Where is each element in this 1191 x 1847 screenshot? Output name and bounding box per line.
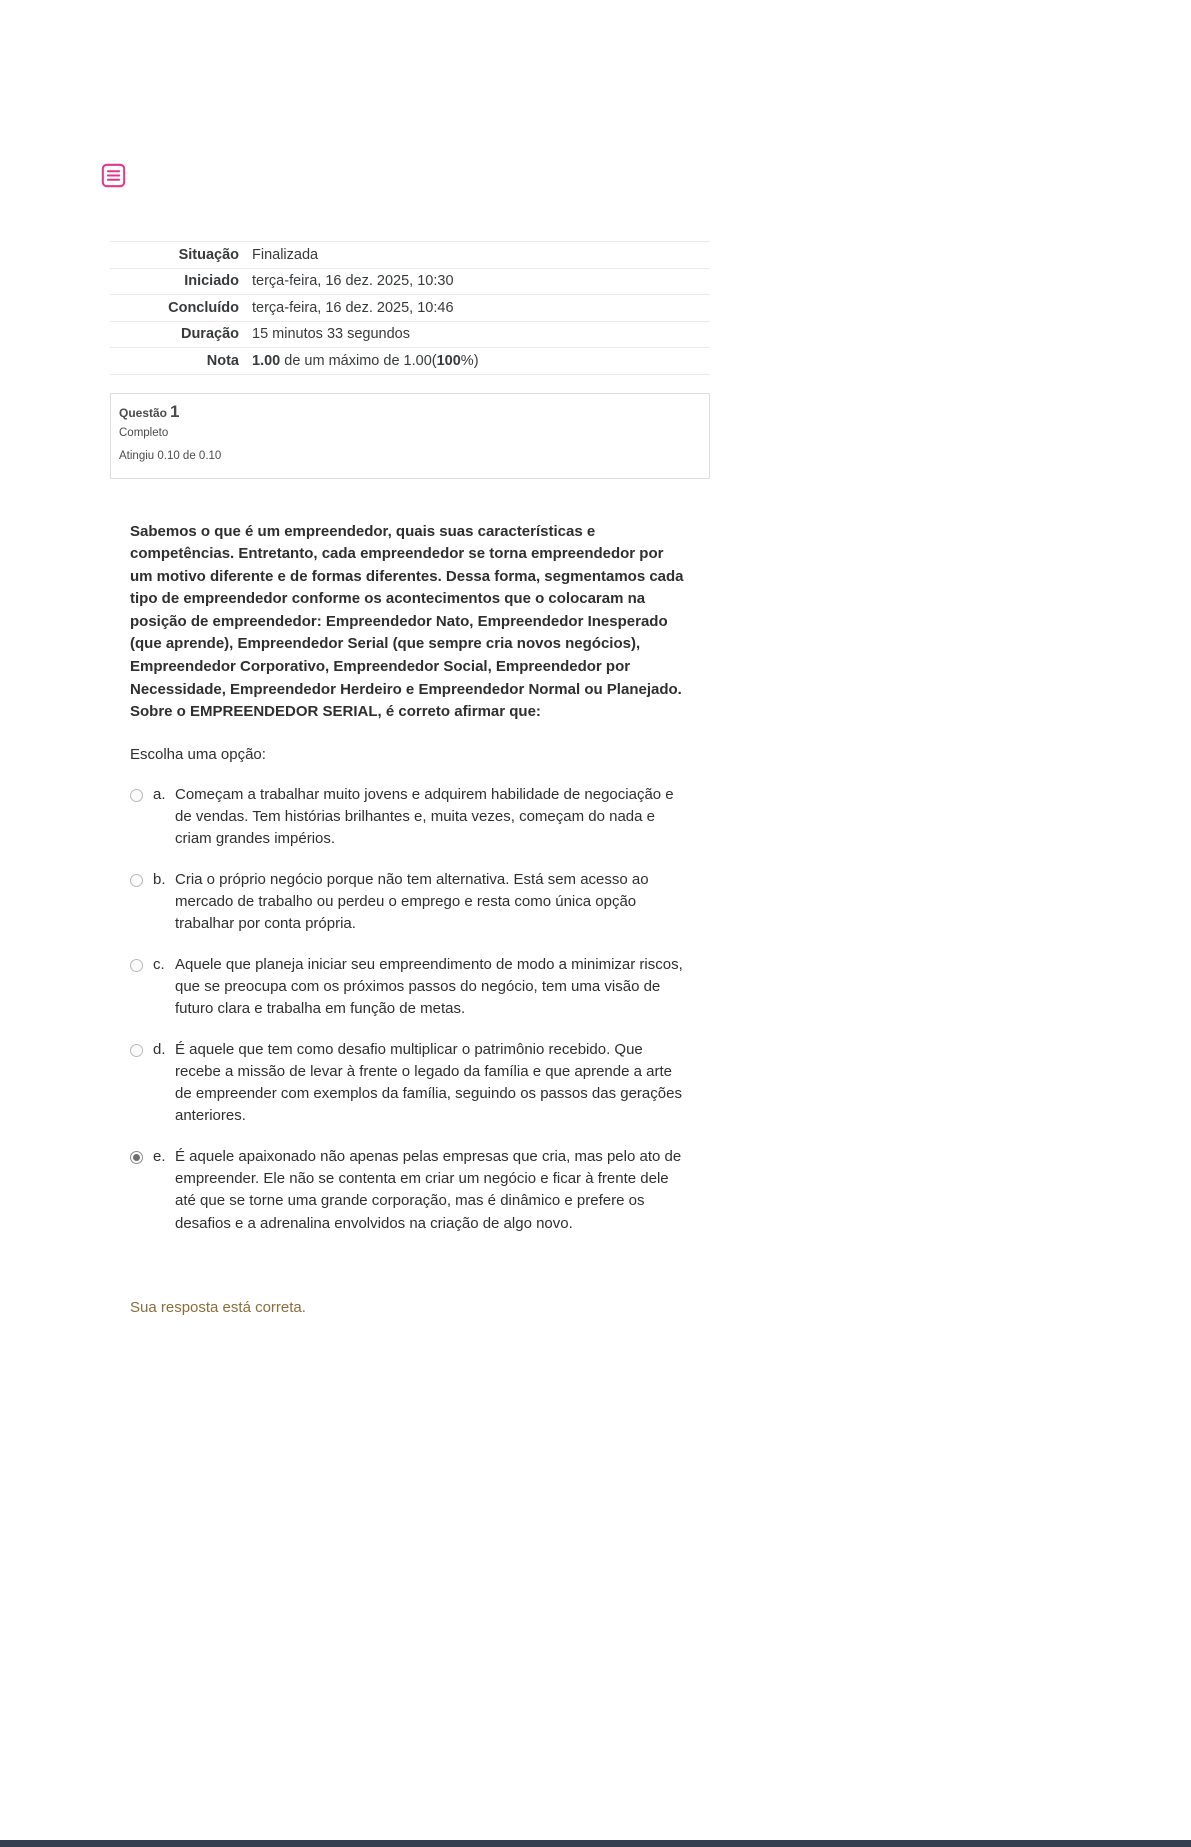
option-e[interactable] xyxy=(130,1146,690,1235)
page-footer xyxy=(0,1840,1191,1847)
attempt-summary-table xyxy=(110,241,710,375)
summary-label: Nota xyxy=(206,352,239,369)
grade-score: 1.00 xyxy=(252,352,281,369)
option-text: É aquele apaixonado não apenas pelas empresas que cria, mas pelo ato de empreender. Ele não se contenta em criar um negócio e ficar à frente dele até que se torne uma grande corporação, mas é dinâmico e prefere os desafios e a adrenalina envolvidos na criação de algo novo. xyxy=(175,1147,682,1232)
option-letter: b. xyxy=(153,870,166,888)
summary-label: Iniciado xyxy=(184,273,239,289)
summary-row-situacao xyxy=(110,241,710,268)
feedback-text: Sua resposta está correta. xyxy=(130,1298,306,1316)
option-c[interactable] xyxy=(130,954,690,1021)
option-a[interactable] xyxy=(130,784,690,851)
summary-row-duracao xyxy=(110,321,710,348)
summary-value: 1.00 de um máximo de 1.00(100%) xyxy=(252,352,479,369)
option-letter: e. xyxy=(153,1147,166,1165)
question-content xyxy=(130,521,690,1319)
summary-label: Duração xyxy=(180,326,239,342)
option-text: Aquele que planeja iniciar seu empreendimento de modo a minimizar riscos, que se preocupa com os próximos passos do negócio, tem uma visão de futuro clara e trabalha em função de metas. xyxy=(175,955,683,1018)
summary-row-iniciado xyxy=(110,268,710,295)
question-number: Questão 1 xyxy=(119,401,180,421)
summary-value: terça-feira, 16 dez. 2025, 10:46 xyxy=(252,299,454,316)
radio-option-b[interactable] xyxy=(130,874,143,887)
option-text: Cria o próprio negócio porque não tem alternativa. Está sem acesso ao mercado de trabalho ou perdeu o emprego e resta como única opção trabalhar por conta própria. xyxy=(175,870,649,933)
option-text: Começam a trabalhar muito jovens e adquirem habilidade de negociação e de vendas. Tem histórias brilhantes e, muita vezes, começam do nada e criam grandes impérios. xyxy=(175,785,674,848)
summary-value: Finalizada xyxy=(252,246,319,263)
option-letter: a. xyxy=(153,785,166,803)
radio-option-a[interactable] xyxy=(130,789,143,802)
grade-percent: 100 xyxy=(436,352,461,369)
summary-label: Situação xyxy=(178,246,239,263)
option-d[interactable] xyxy=(130,1039,690,1128)
radio-option-e[interactable] xyxy=(130,1151,143,1164)
summary-row-concluido xyxy=(110,294,710,321)
question-grade: Atingiu 0.10 de 0.10 xyxy=(119,449,222,462)
option-text: É aquele que tem como desafio multiplicar o patrimônio recebido. Que recebe a missão de levar à frente o legado da família e que aprende a arte de empreender com exemplos da família, seguindo os passos das gerações anteriores. xyxy=(175,1040,682,1125)
option-letter: d. xyxy=(153,1040,166,1058)
answer-prompt: Escolha uma opção: xyxy=(130,745,266,763)
question-state: Completo xyxy=(119,426,169,439)
summary-value: 15 minutos 33 segundos xyxy=(252,326,410,342)
option-letter: c. xyxy=(153,955,165,973)
option-b[interactable] xyxy=(130,869,690,936)
summary-row-nota xyxy=(110,347,710,375)
quiz-icon xyxy=(100,162,127,189)
question-info-box xyxy=(110,393,710,479)
question-text: Sabemos o que é um empreendedor, quais suas características e competências. Entretanto, cada empreendedor se torna empreendedor por um motivo diferente e de formas diferentes. Dessa forma, segmentamos cada tipo de empreendedor conforme os acontecimentos que o colocaram na posição de empreendedor: Empreendedor Nato, Empreendedor Inesperado (que aprende), Empreendedor Serial (que sempre cria novos negócios), Empreendedor Corporativo, Empreendedor Social, Empreendedor por Necessidade, Empreendedor Herdeiro e Empreendedor Normal ou Planejado. Sobre o EMPREENDEDOR SERIAL, é correto afirmar que: xyxy=(130,522,684,721)
radio-option-d[interactable] xyxy=(130,1044,143,1057)
summary-label: Concluído xyxy=(168,299,239,316)
radio-option-c[interactable] xyxy=(130,959,143,972)
summary-value: terça-feira, 16 dez. 2025, 10:30 xyxy=(252,273,454,289)
answer-options xyxy=(130,784,690,1235)
